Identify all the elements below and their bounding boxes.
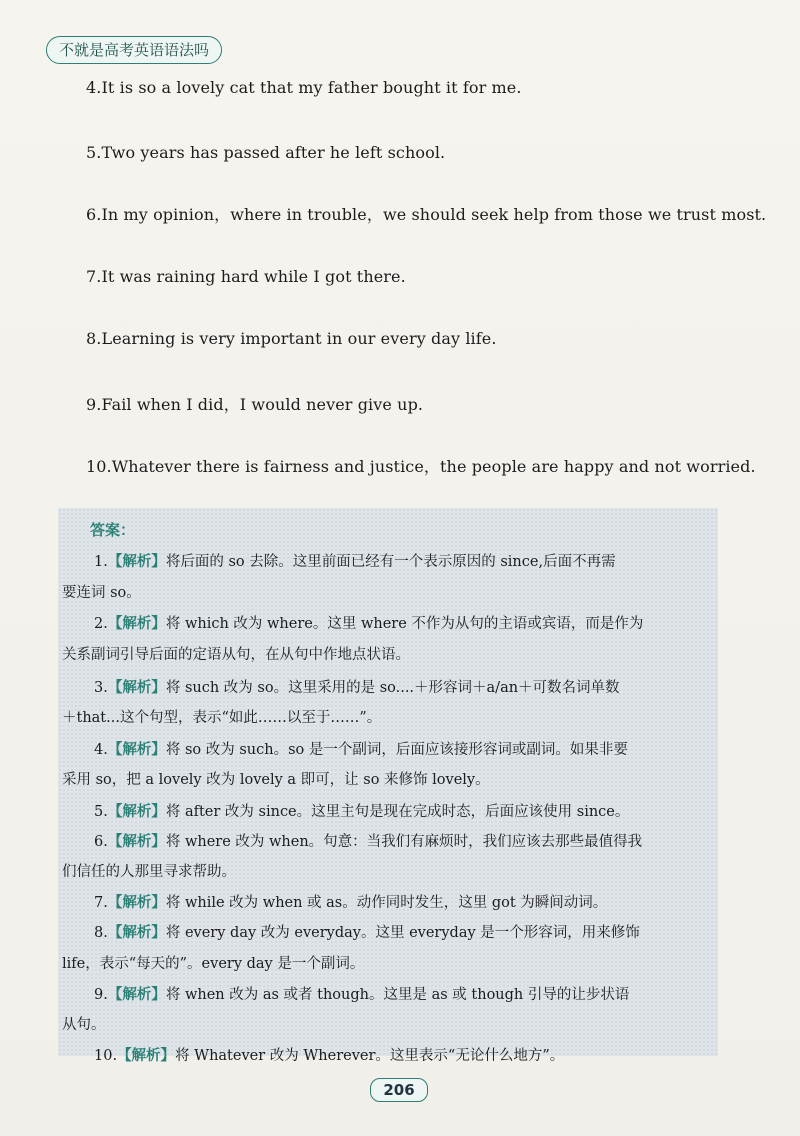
answer-4-cont: 采用 so，把 a lovely 改为 lovely a 即可，让 so 来修饰 lovely。 bbox=[62, 772, 490, 788]
question-4: 4.It is so a lovely cat that my father bought it for me. bbox=[86, 78, 522, 97]
answer-8-cont: life，表示“每天的”。every day 是一个副词。 bbox=[62, 956, 365, 972]
analysis-tag: 【解析】 bbox=[107, 680, 166, 696]
answer-number: 5. bbox=[94, 804, 108, 820]
question-9: 9.Fail when I did，I would never give up. bbox=[86, 395, 424, 414]
question-6: 6.In my opinion，where in trouble，we should seek help from those we trust most. bbox=[86, 205, 767, 224]
answer-6 bbox=[94, 830, 642, 851]
answer-1-cont: 要连词 so。 bbox=[62, 585, 141, 601]
analysis-tag: 【解析】 bbox=[107, 895, 166, 911]
question-7: 7.It was raining hard while I got there. bbox=[86, 267, 406, 286]
answer-4 bbox=[94, 738, 628, 759]
answer-9-cont: 从句。 bbox=[62, 1017, 106, 1033]
page-number: 206 bbox=[370, 1078, 428, 1102]
answer-number: 9. bbox=[94, 987, 108, 1003]
answer-number: 7. bbox=[94, 895, 108, 911]
analysis-tag: 【解析】 bbox=[117, 1048, 176, 1064]
analysis-tag: 【解析】 bbox=[107, 616, 166, 632]
analysis-tag: 【解析】 bbox=[107, 834, 166, 850]
book-title-badge: 不就是高考英语语法吗 bbox=[46, 36, 222, 64]
analysis-tag: 【解析】 bbox=[107, 987, 166, 1003]
answer-text: 将后面的 so 去除。这里前面已经有一个表示原因的 since,后面不再需 bbox=[165, 554, 616, 570]
answer-text: 将 so 改为 such。so 是一个副词，后面应该接形容词或副词。如果非要 bbox=[165, 742, 628, 758]
answer-2 bbox=[94, 612, 643, 633]
answer-3-cont: ＋that...这个句型，表示“如此……以至于……”。 bbox=[62, 710, 382, 726]
answer-9 bbox=[94, 983, 629, 1004]
answer-text: 将 which 改为 where。这里 where 不作为从句的主语或宾语，而是作为 bbox=[165, 616, 644, 632]
answer-8 bbox=[94, 921, 640, 942]
answer-number: 3. bbox=[94, 680, 108, 696]
analysis-tag: 【解析】 bbox=[107, 804, 166, 820]
question-5: 5.Two years has passed after he left school. bbox=[86, 143, 446, 162]
answer-1 bbox=[94, 550, 616, 571]
answer-7 bbox=[94, 891, 607, 912]
question-10: 10.Whatever there is fairness and justice，the people are happy and not worried. bbox=[86, 457, 756, 476]
answer-number: 1. bbox=[94, 554, 108, 570]
answer-5 bbox=[94, 800, 629, 821]
answer-number: 6. bbox=[94, 834, 108, 850]
answer-text: 将 where 改为 when。句意：当我们有麻烦时，我们应该去那些最值得我 bbox=[165, 834, 643, 850]
answer-text: 将 such 改为 so。这里采用的是 so....＋形容词＋a/an＋可数名词单数 bbox=[165, 680, 620, 696]
answer-10 bbox=[94, 1044, 564, 1065]
answer-text: 将 while 改为 when 或 as。动作同时发生，这里 got 为瞬间动词。 bbox=[165, 895, 608, 911]
answer-6-cont: 们信任的人那里寻求帮助。 bbox=[62, 864, 236, 880]
answer-title: 答案： bbox=[90, 521, 136, 539]
answer-2-cont: 关系副词引导后面的定语从句，在从句中作地点状语。 bbox=[62, 647, 410, 663]
answer-number: 2. bbox=[94, 616, 108, 632]
answer-text: 将 when 改为 as 或者 though。这里是 as 或 though 引导的让步状语 bbox=[165, 987, 630, 1003]
question-8: 8.Learning is very important in our every day life. bbox=[86, 329, 497, 348]
analysis-tag: 【解析】 bbox=[107, 742, 166, 758]
answer-number: 8. bbox=[94, 925, 108, 941]
answer-text: 将 every day 改为 everyday。这里 everyday 是一个形容词，用来修饰 bbox=[165, 925, 640, 941]
answer-number: 4. bbox=[94, 742, 108, 758]
answer-3 bbox=[94, 676, 620, 697]
analysis-tag: 【解析】 bbox=[107, 554, 166, 570]
answer-text: 将 Whatever 改为 Wherever。这里表示“无论什么地方”。 bbox=[175, 1048, 565, 1064]
answer-text: 将 after 改为 since。这里主句是现在完成时态，后面应该使用 since。 bbox=[165, 804, 630, 820]
analysis-tag: 【解析】 bbox=[107, 925, 166, 941]
answer-number: 10. bbox=[94, 1048, 118, 1064]
